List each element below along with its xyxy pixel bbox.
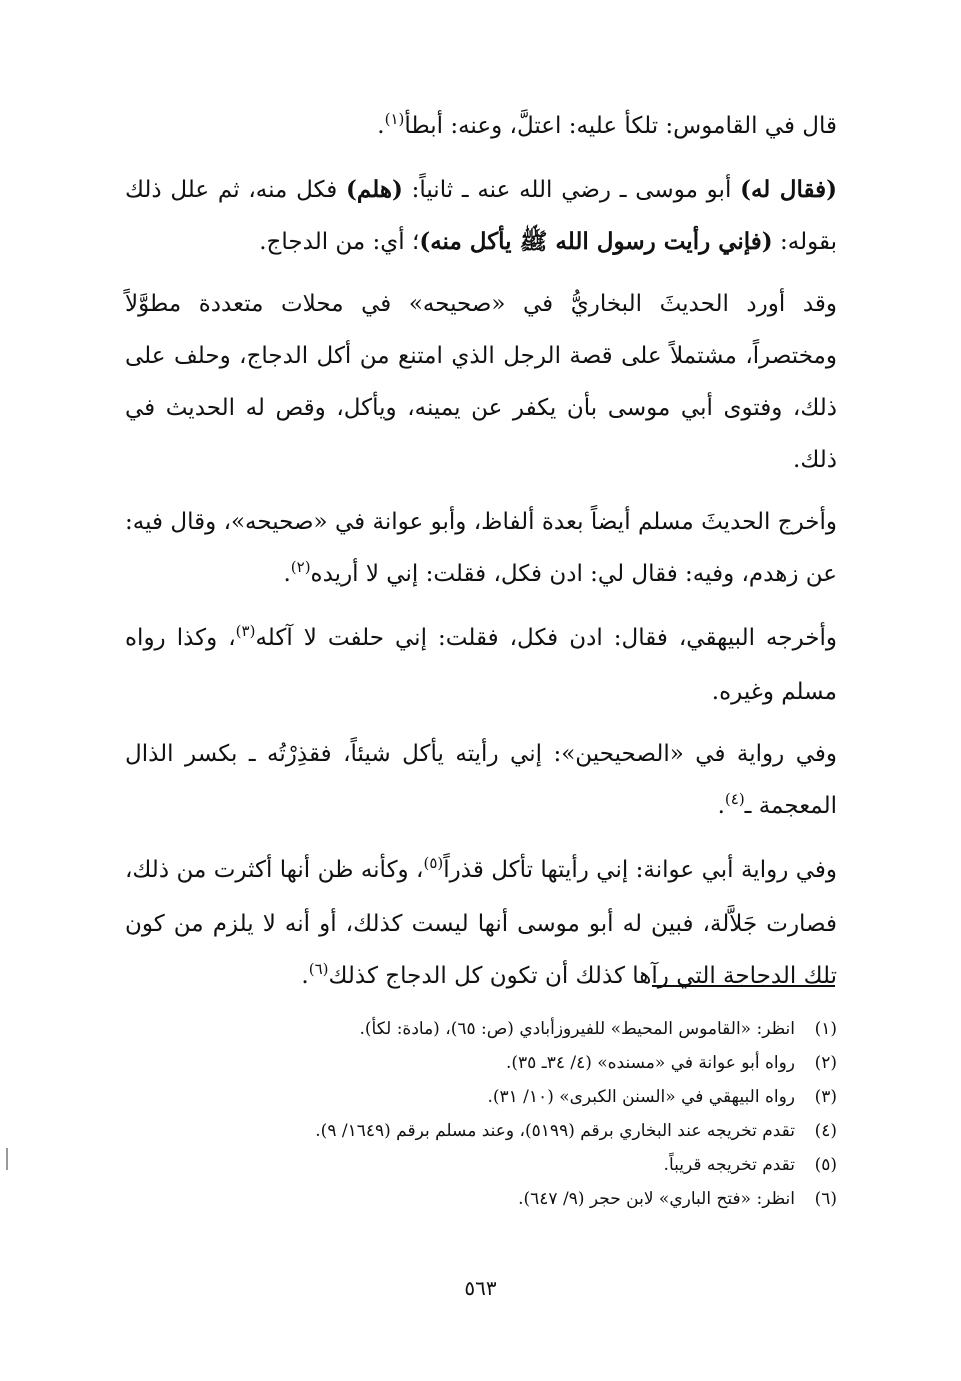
paragraph <box>125 164 837 268</box>
footnote-marker: (٢) <box>290 558 311 576</box>
text-segment: . <box>717 793 725 819</box>
footnote <box>125 1046 837 1080</box>
text-segment: ، وكذا رواه مسلم وغيره. <box>125 625 837 705</box>
footnote-marker: (١) <box>384 110 405 128</box>
footnote-number: (١) <box>814 1019 837 1039</box>
paragraph <box>125 100 837 154</box>
footnotes <box>125 1012 837 1216</box>
paragraph <box>125 728 837 834</box>
page-number: ٥٦٣ <box>464 1276 497 1300</box>
text-segment: ، وكأنه ظن أنها أكثرت من ذلك، فصارت جَلاَّلة، فبين له أبو موسى أنها ليست كذلك، أو أنه لا يلزم من كون تلك الدجاجة التي رآها كذلك أن تكون كل الدجاج كذلك <box>125 857 837 989</box>
footnote-marker: (٦) <box>308 960 329 978</box>
margin-mark <box>6 1148 8 1170</box>
text-segment: أبو موسى ـ رضي الله عنه ـ ثانياً: <box>402 177 741 203</box>
footnote-number: (٢) <box>814 1053 837 1073</box>
footnote-marker: (٤) <box>724 790 745 808</box>
footnote-number: (٤) <box>814 1121 837 1141</box>
footnote-text: انظر: «القاموس المحيط» للفيروزأبادي (ص: ٦٥)، (مادة: لكأ). <box>359 1019 795 1039</box>
footnote-marker: (٣) <box>235 622 256 640</box>
bold-quote: (فقال له) <box>740 176 837 203</box>
paragraph <box>125 496 837 602</box>
footnote-text: تقدم تخريجه عند البخاري برقم (٥١٩٩)، وعند مسلم برقم (١٦٤٩/ ٩). <box>315 1121 795 1141</box>
footnote <box>125 1148 837 1182</box>
footnote-text: انظر: «فتح الباري» لابن حجر (٩/ ٦٤٧). <box>518 1189 795 1209</box>
footnote-text: تقدم تخريجه قريباً. <box>663 1155 795 1175</box>
text-segment: . <box>377 113 385 139</box>
paragraph <box>125 844 837 1004</box>
main-text <box>125 100 837 1014</box>
paragraph <box>125 612 837 718</box>
text-segment: وأخرج الحديثَ مسلم أيضاً بعدة ألفاظ، وأبو عوانة في «صحيحه»، وقال فيه: عن زهدم، وفيه: فقال لي: ادن فكل، فقلت: إني لا أريده <box>125 509 837 587</box>
text-segment: ؛ أي: من الدجاج. <box>259 229 420 255</box>
footnote <box>125 1182 837 1216</box>
bold-quote: (هلم) <box>346 176 403 203</box>
bold-quote: (فإني رأيت رسول الله ﷺ يأكل منه) <box>419 228 773 255</box>
footnote-number: (٣) <box>814 1087 837 1107</box>
text-segment: وقد أورد الحديثَ البخاريُّ في «صحيحه» في محلات متعددة مطوَّلاً ومختصراً، مشتملاً على قصة الرجل الذي امتنع من أكل الدجاج، وحلف على ذلك، وفتوى أبي موسى بأن يكفر عن يمينه، ويأكل، وقص له الحديث في ذلك. <box>125 291 837 473</box>
text-segment: . <box>301 963 309 989</box>
footnote-number: (٥) <box>814 1155 837 1175</box>
text-segment: . <box>283 561 291 587</box>
footnote-text: رواه أبو عوانة في «مسنده» (٤/ ٣٤ـ ٣٥). <box>505 1053 795 1073</box>
paragraph <box>125 278 837 486</box>
footnote <box>125 1114 837 1148</box>
footnote <box>125 1080 837 1114</box>
footnote-text: رواه البيهقي في «السنن الكبرى» (١٠/ ٣١). <box>487 1087 795 1107</box>
text-segment: فكل منه، ثم علل ذلك بقوله: <box>125 177 837 255</box>
text-segment: قال في القاموس: تلكأ عليه: اعتلَّ، وعنه: أبطأ <box>404 113 837 139</box>
footnote <box>125 1012 837 1046</box>
footnote-marker: (٥) <box>423 854 444 872</box>
footnote-separator <box>652 985 835 987</box>
footnote-number: (٦) <box>814 1189 837 1209</box>
text-segment: وفي رواية أبي عوانة: إني رأيتها تأكل قذراً <box>443 857 837 883</box>
text-segment: وأخرجه البيهقي، فقال: ادن فكل، فقلت: إني حلفت لا آكله <box>255 625 837 651</box>
text-segment: وفي رواية في «الصحيحين»: إني رأيته يأكل شيئاً، فقذِرْتُه ـ بكسر الذال المعجمة ـ <box>125 741 837 819</box>
